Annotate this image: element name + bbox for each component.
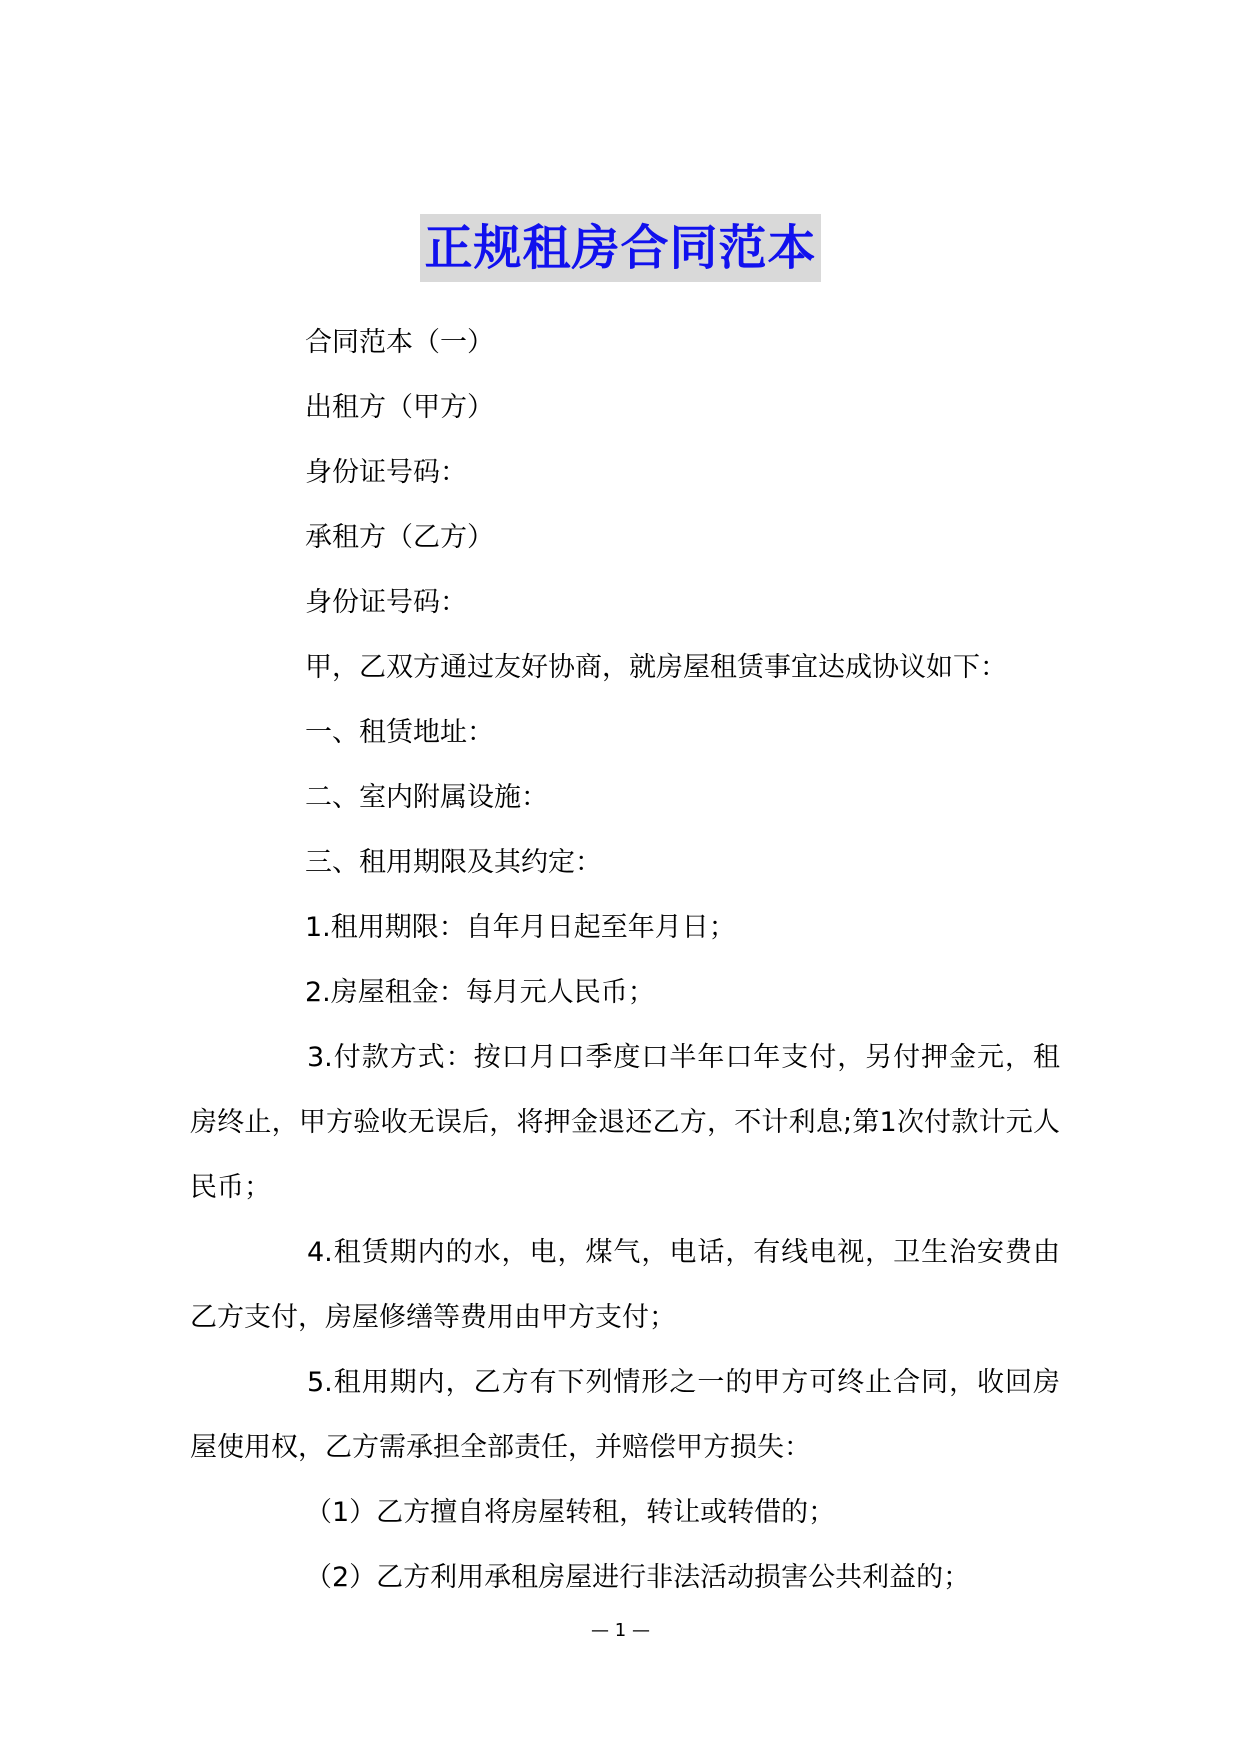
sub-item-1: （1）乙方擅自将房屋转租，转让或转借的； (305, 1497, 836, 1528)
contract-heading: 合同范本（一） (305, 327, 494, 358)
term-item-1: 1.租用期限：自年月日起至年月日； (305, 912, 736, 943)
term-item-3: 3.付款方式：按口月口季度口半年口年支付，另付押金元，租房终止，甲方验收无误后，将押金退还乙方，不计利息;第1次付款计元人民币； (190, 1042, 1060, 1203)
lessor-id-label: 身份证号码： (305, 457, 467, 488)
lessee-label: 承租方（乙方） (305, 522, 494, 553)
lessor-label: 出租方（甲方） (305, 392, 494, 423)
clause-1-address: 一、租赁地址： (305, 717, 494, 748)
term-item-4: 4.租赁期内的水，电，煤气，电话，有线电视，卫生治安费由乙方支付，房屋修缮等费用由甲方支付； (190, 1237, 1060, 1333)
contract-body (190, 1025, 1060, 1480)
title-container (0, 214, 1241, 282)
clause-2-facilities: 二、室内附属设施： (305, 782, 548, 813)
sub-item-2: （2）乙方利用承租房屋进行非法活动损害公共利益的； (305, 1562, 971, 1593)
agreement-intro: 甲，乙双方通过友好协商，就房屋租赁事宜达成协议如下： (305, 652, 1007, 683)
page-number: — 1 — (591, 1620, 650, 1641)
clause-3-term: 三、租用期限及其约定： (305, 847, 602, 878)
term-item-5: 5.租用期内，乙方有下列情形之一的甲方可终止合同，收回房屋使用权，乙方需承担全部责任，并赔偿甲方损失： (190, 1367, 1060, 1463)
lessee-id-label: 身份证号码： (305, 587, 467, 618)
document-title: 正规租房合同范本 (420, 214, 820, 282)
term-item-2: 2.房屋租金：每月元人民币； (305, 977, 655, 1008)
